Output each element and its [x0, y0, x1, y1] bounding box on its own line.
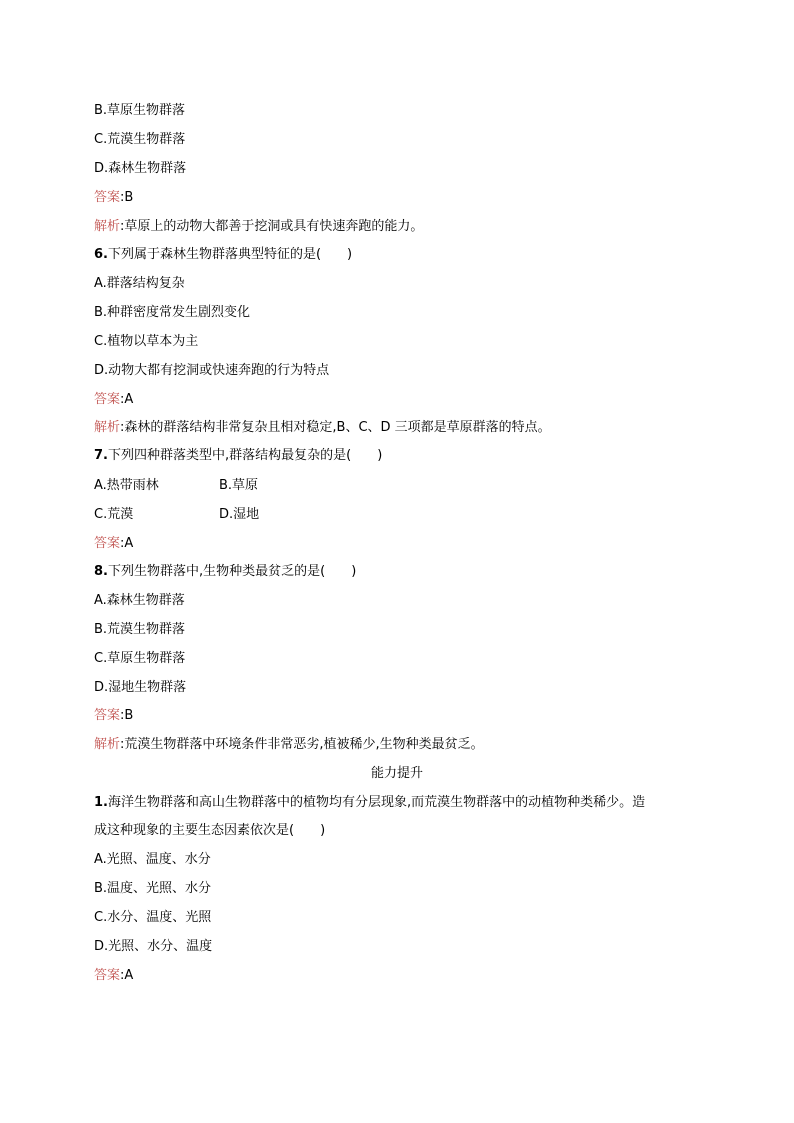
q6-stem-text: 下列属于森林生物群落典型特征的是( ): [107, 247, 353, 262]
q5-answer: [94, 189, 133, 207]
q5-analysis: [94, 218, 423, 236]
p1-option-b: B.温度、光照、水分: [94, 881, 212, 896]
q8-analysis: [94, 736, 484, 754]
q8-stem-text: 下列生物群落中,生物种类最贫乏的是( ): [107, 564, 357, 579]
q7-answer: [94, 535, 133, 553]
q6-analysis-text: :森林的群落结构非常复杂且相对稳定,B、C、D 三项都是草原群落的特点。: [120, 420, 551, 435]
q5-option-c: C.荒漠生物群落: [94, 132, 186, 147]
q6-option-b: B.种群密度常发生剧烈变化: [94, 305, 251, 320]
q6-analysis: [94, 419, 551, 437]
p1-answer-value: :A: [120, 968, 134, 983]
q8-option-a: A.森林生物群落: [94, 593, 185, 608]
p1-option-a: A.光照、温度、水分: [94, 852, 211, 867]
q8-stem: [94, 563, 356, 581]
q5-option-d: D.森林生物群落: [94, 161, 187, 176]
p1-option-d: D.光照、水分、温度: [94, 939, 213, 954]
q7-answer-label: 答案: [94, 536, 121, 551]
q6-number: 6.: [94, 247, 108, 262]
q7-stem: [94, 447, 382, 465]
q8-option-c: C.草原生物群落: [94, 651, 186, 666]
q6-stem: [94, 246, 352, 264]
q7-option-d: D.湿地: [219, 507, 260, 522]
q6-option-a: A.群落结构复杂: [94, 276, 185, 291]
q8-answer: [94, 707, 133, 725]
q6-option-d: D.动物大都有挖洞或快速奔跑的行为特点: [94, 363, 330, 378]
q8-option-b: B.荒漠生物群落: [94, 622, 186, 637]
q5-option-b: B.草原生物群落: [94, 103, 186, 118]
p1-stem-text-1: 海洋生物群落和高山生物群落中的植物均有分层现象,而荒漠生物群落中的动植物种类稀少。造: [107, 795, 646, 810]
q6-analysis-label: 解析: [94, 420, 121, 435]
q8-analysis-label: 解析: [94, 737, 121, 752]
q7-option-c: C.荒漠: [94, 507, 134, 522]
q8-number: 8.: [94, 564, 108, 579]
q6-answer: [94, 391, 133, 409]
p1-answer: [94, 967, 133, 985]
p1-stem-line1: [94, 794, 645, 812]
p1-answer-label: 答案: [94, 968, 121, 983]
q6-answer-label: 答案: [94, 392, 121, 407]
q8-answer-label: 答案: [94, 708, 121, 723]
q5-analysis-text: :草原上的动物大都善于挖洞或具有快速奔跑的能力。: [120, 219, 424, 234]
q7-answer-value: :A: [120, 536, 134, 551]
q8-analysis-text: :荒漠生物群落中环境条件非常恶劣,植被稀少,生物种类最贫乏。: [120, 737, 484, 752]
q8-answer-value: :B: [120, 708, 134, 723]
p1-number: 1.: [94, 795, 108, 810]
p1-option-c: C.水分、温度、光照: [94, 910, 212, 925]
q5-analysis-label: 解析: [94, 219, 121, 234]
p1-stem-line2: 成这种现象的主要生态因素依次是( ): [94, 823, 326, 838]
section-title: 能力提升: [370, 766, 423, 781]
q7-number: 7.: [94, 448, 108, 463]
q5-answer-value: :B: [120, 190, 134, 205]
q6-answer-value: :A: [120, 392, 134, 407]
q7-stem-text: 下列四种群落类型中,群落结构最复杂的是( ): [107, 448, 383, 463]
q7-option-a: A.热带雨林: [94, 478, 159, 493]
q5-answer-label: 答案: [94, 190, 121, 205]
q7-option-b: B.草原: [219, 478, 259, 493]
q6-option-c: C.植物以草本为主: [94, 334, 199, 349]
q8-option-d: D.湿地生物群落: [94, 680, 187, 695]
